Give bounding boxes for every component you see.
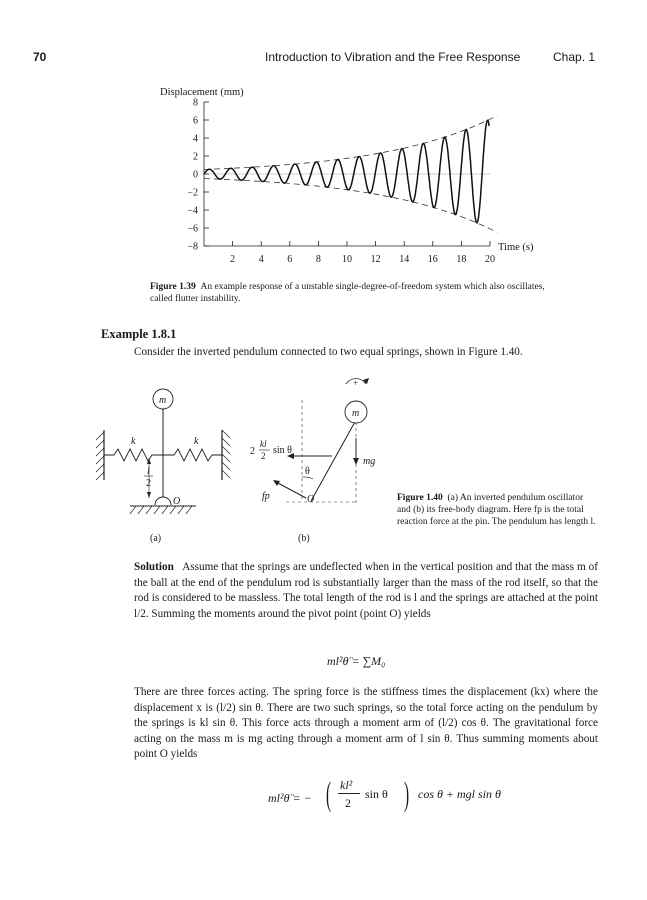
svg-text:+: + — [353, 378, 359, 388]
svg-text:θ: θ — [305, 466, 310, 477]
pivot-pin — [155, 497, 171, 505]
panel-b — [250, 378, 375, 544]
svg-text:m: m — [159, 395, 167, 406]
left-paren: ( — [326, 776, 332, 813]
equation-2-denominator: 2 — [345, 796, 351, 810]
reaction-force-arrow — [273, 480, 280, 486]
solution-heading: Solution — [134, 561, 174, 573]
y-tick-label: −4 — [187, 205, 198, 217]
equation-2-rest: cos θ + mgl sin θ — [418, 787, 501, 801]
svg-text:k: k — [194, 436, 199, 447]
equation-1-rhs: ∑M₀ — [362, 654, 386, 668]
figure-139-label: Figure 1.39 — [150, 282, 196, 292]
x-tick-label: 10 — [342, 254, 352, 265]
x-tick-label: 8 — [315, 254, 321, 265]
example-title: Example 1.8.1 — [101, 327, 177, 341]
response-line — [204, 120, 489, 222]
figure-139-caption — [150, 281, 550, 305]
y-tick-label: 8 — [193, 97, 198, 109]
y-tick-label: −2 — [187, 187, 198, 199]
equation-2-lhs: ml²θ̈ = − — [268, 791, 312, 805]
solution-paragraph-2: There are three forces acting. The spring force is the stiffness times the displacement (kx) where the displacement x is (l/2) sin θ. There are two such springs, so the total force acting on the pendulum by the springs is kl sin θ. This force acts through a moment arm of (l/2) cos θ. The gravitational force acting on the mass m is mg acting through a moment arm of l sin θ. Thus summing moments about point O yields — [134, 686, 598, 761]
svg-text:O: O — [307, 494, 315, 505]
y-tick-label: −8 — [187, 241, 198, 253]
svg-text:sin θ: sin θ — [273, 445, 292, 456]
equation-1-lhs: ml²θ̈ = — [327, 654, 360, 668]
panel-b-label: (b) — [298, 533, 310, 544]
svg-text:k: k — [131, 436, 136, 447]
svg-text:2: 2 — [261, 451, 266, 461]
solution-paragraph-1 — [134, 560, 598, 622]
y-tick-label: 6 — [193, 115, 198, 127]
svg-text:m: m — [352, 408, 360, 419]
x-tick-label: 16 — [427, 254, 438, 265]
right-paren: ) — [404, 776, 410, 813]
figure-140-text: (a) An inverted pendulum oscillator and (b) its free-body diagram. Here fp is the total reaction force at the pin. The pendulum has length l. — [397, 493, 596, 527]
svg-text:O: O — [173, 496, 181, 507]
y-tick-label: −6 — [187, 223, 198, 235]
pendulum-diagram — [90, 372, 420, 552]
left-spring — [104, 449, 163, 461]
x-tick-label: 18 — [456, 254, 467, 265]
x-tick-label: 14 — [399, 254, 410, 265]
y-tick-label: 2 — [193, 151, 198, 163]
figure-140-label: Figure 1.40 — [397, 493, 443, 503]
x-axis-label: Time (s) — [498, 242, 534, 253]
x-tick-label: 12 — [370, 254, 381, 265]
svg-text:fp: fp — [262, 491, 270, 502]
svg-text:kl: kl — [260, 439, 267, 449]
equation-2-sin: sin θ — [365, 787, 388, 801]
right-spring — [163, 449, 222, 461]
upper-envelope — [204, 116, 497, 170]
svg-text:l: l — [147, 466, 150, 477]
equation-2-numerator: kl² — [340, 778, 353, 792]
example-intro: Consider the inverted pendulum connected to two equal springs, shown in Figure 1.40. — [134, 346, 523, 358]
fraction-bar — [338, 793, 360, 794]
svg-text:2: 2 — [250, 446, 255, 457]
chapter-label: Chap. 1 — [553, 50, 596, 64]
equation-1 — [327, 654, 385, 669]
solution-text-1: Assume that the springs are undeflected when in the vertical position and that the mass m of the ball at the end of the pendulum rod is substantially larger than the mass of the rod itself, so that the rod is considered to be massless. The total length of the rod is l and the springs are attached at the point l/2. Summing the moments around the pivot point (point O) yields — [134, 561, 598, 620]
page-number: 70 — [33, 50, 47, 64]
fbd-rod — [311, 420, 356, 501]
svg-text:mg: mg — [363, 456, 376, 467]
x-tick-label: 6 — [287, 254, 293, 265]
response-chart — [150, 80, 550, 275]
panel-a-label: (a) — [150, 533, 162, 544]
mg-arrow — [353, 458, 359, 465]
x-tick-label: 4 — [258, 254, 264, 265]
y-tick-label: 0 — [193, 169, 198, 181]
figure-139-text: An example response of a unstable single-degree-of-freedom system which also oscillates, called flutter instability. — [150, 282, 545, 304]
x-tick-label: 2 — [230, 254, 236, 265]
panel-a — [96, 389, 230, 544]
x-tick-label: 20 — [485, 254, 495, 265]
y-axis-label: Displacement (mm) — [160, 87, 244, 98]
svg-text:2: 2 — [146, 478, 151, 489]
figure-140-caption — [397, 492, 597, 528]
running-title: Introduction to Vibration and the Free Response — [265, 50, 521, 64]
y-tick-label: 4 — [193, 133, 198, 145]
